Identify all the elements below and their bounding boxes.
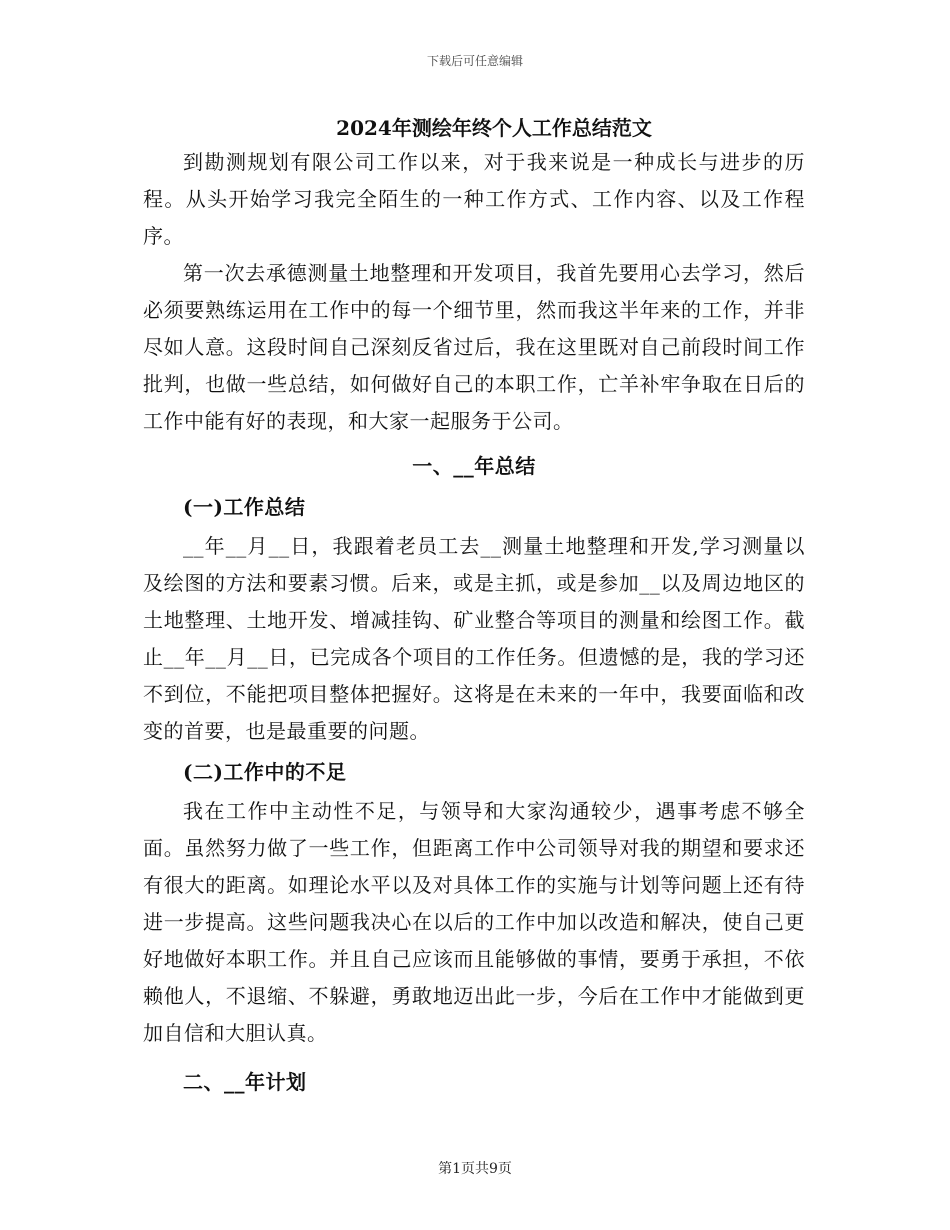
intro-paragraph-2: 第一次去承德测量土地整理和开发项目，我首先要用心去学习，然后必须要熟练运用在工作中的每一个细节里，然而我这半年来的工作，并非尽如人意。这段时间自己深刻反省过后，我在这里既对自己前段时间工作批判，也做一些总结，如何做好自己的本职工作，亡羊补牢争取在日后的工作中能有好的表现，和大家一起服务于公司。 (143, 261, 805, 433)
document-body (143, 112, 805, 1103)
page-number: 第1页共9页 (438, 1161, 512, 1177)
subsection-heading-work-summary: (一)工作总结 (183, 495, 306, 519)
document-title: 2024年测绘年终个人工作总结范文 (336, 116, 652, 140)
work-summary-paragraph: __年__月__日，我跟着老员工去__测量土地整理和开发,学习测量以及绘图的方法和要素习惯。后来，或是主抓，或是参加__以及周边地区的土地整理、土地开发、增减挂钩、矿业整合等项目的测量和绘图工作。截止__年__月__日，已完成各个项目的工作任务。但遗憾的是，我的学习还不到位，不能把项目整体把握好。这将是在未来的一年中，我要面临和改变的首要，也是最重要的问题。 (143, 534, 805, 743)
subsection-heading-shortcomings: (二)工作中的不足 (183, 760, 347, 784)
shortcomings-paragraph: 我在工作中主动性不足，与领导和大家沟通较少，遇事考虑不够全面。虽然努力做了一些工作，但距离工作中公司领导对我的期望和要求还有很大的距离。如理论水平以及对具体工作的实施与计划等问题上还有待进一步提高。这些问题我决心在以后的工作中加以改造和解决，使自己更好地做好本职工作。并且自己应该而且能够做的事情，要勇于承担，不依赖他人，不退缩、不躲避，勇敢地迈出此一步，今后在工作中才能做到更加自信和大胆认真。 (143, 799, 805, 1045)
section-heading-summary: 一、__年总结 (412, 454, 536, 478)
intro-paragraph-1: 到勘测规划有限公司工作以来，对于我来说是一种成长与进步的历程。从头开始学习我完全陌生的一种工作方式、工作内容、以及工作程序。 (143, 150, 805, 248)
page-header-note: 下载后可任意编辑 (426, 54, 523, 68)
section-heading-plan: 二、__年计划 (183, 1070, 307, 1094)
